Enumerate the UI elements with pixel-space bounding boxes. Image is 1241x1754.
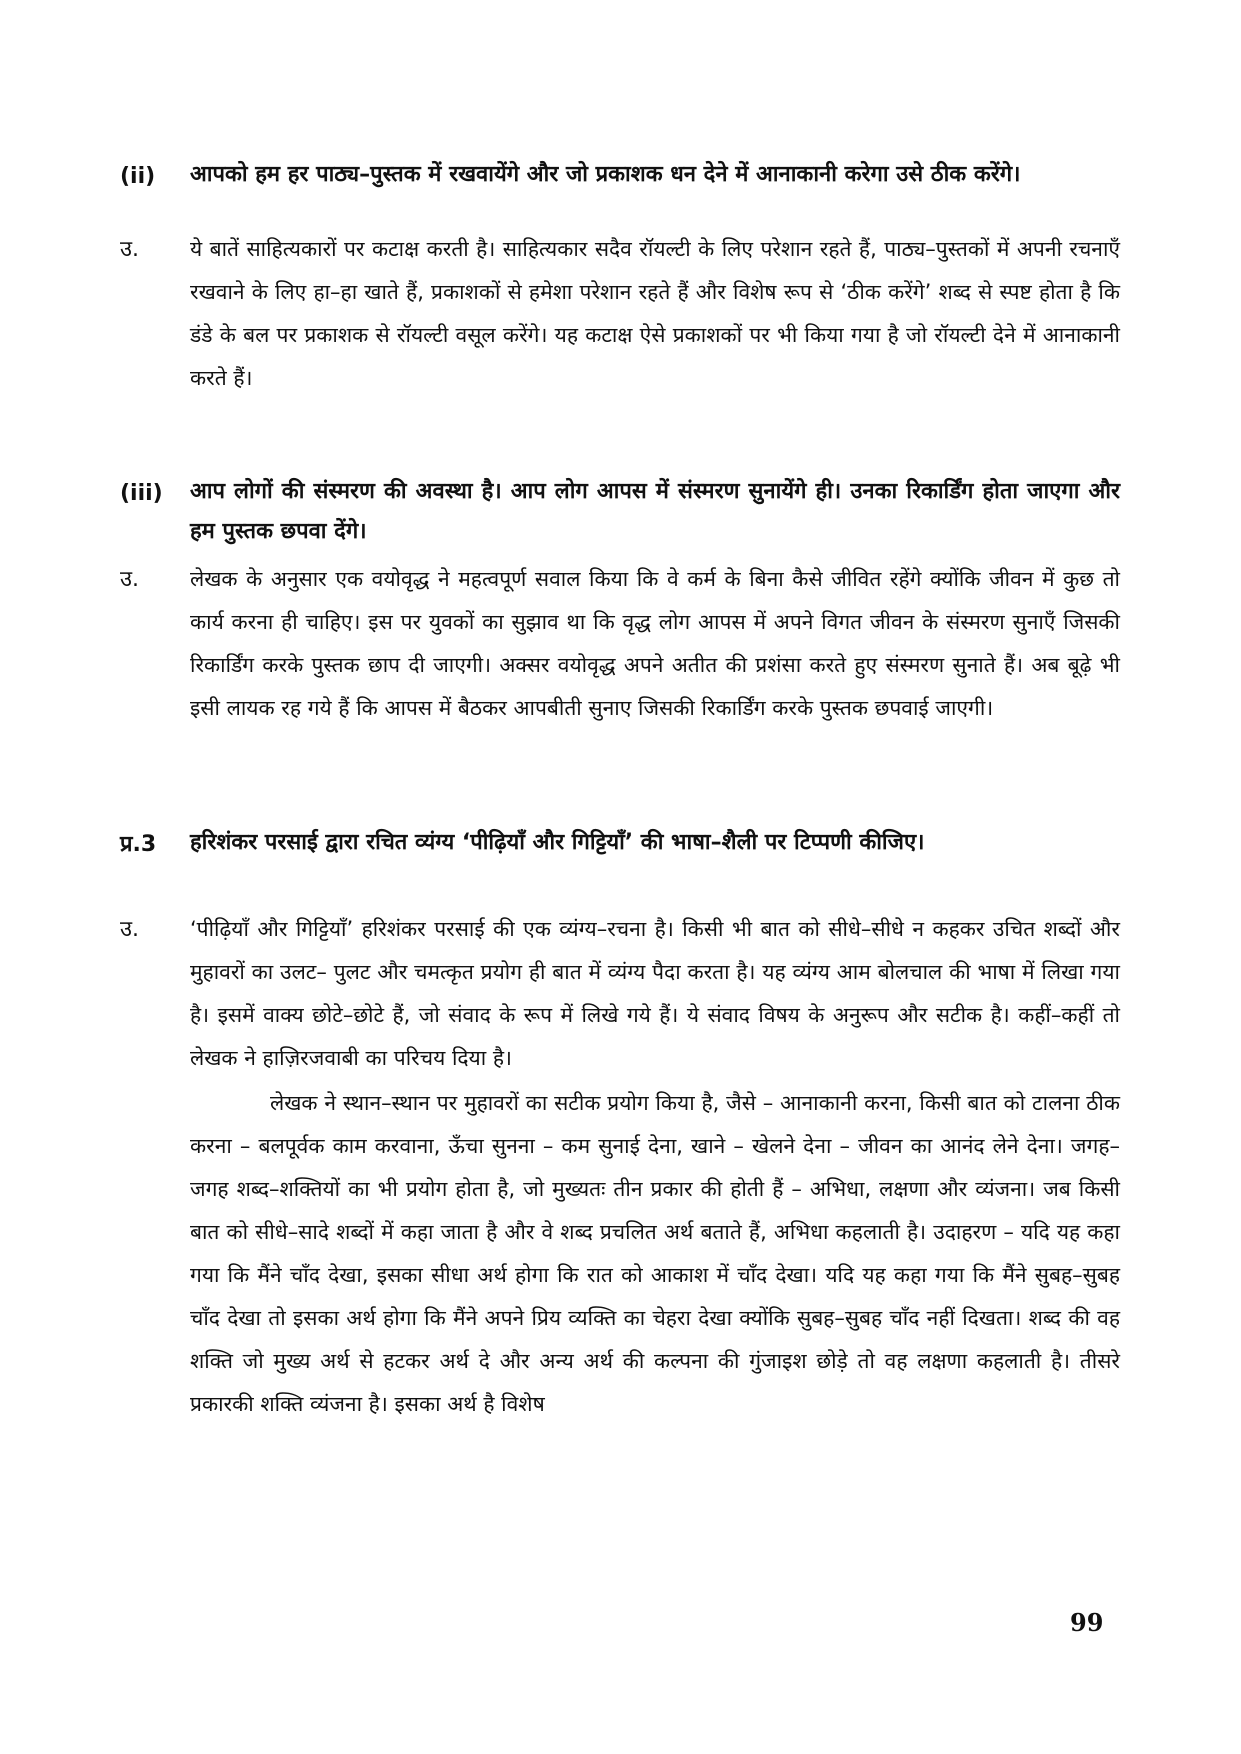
answer-text: ‘पीढ़ियाँ और गिट्टियाँ’ हरिशंकर परसाई की एक व्यंग्य–रचना है। किसी भी बात को सीधे–सीधे न कहकर उचित शब्दों और मुहावरों का उलट– पुलट और चमत्कृत प्रयोग ही बात में व्यंग्य पैदा करता है। यह व्यंग्य आम बोलचाल की भाषा में लिखा गया है। इसमें वाक्य छोटे–छोटे हैं, जो संवाद के रूप में लिखे गये हैं। ये संवाद विषय के अनुरूप और सटीक है। कहीं–कहीं तो लेखक ने हाज़िरजवाबी का परिचय दिया है। — [190, 917, 1120, 1070]
question-text: आपको हम हर पाठ्य–पुस्तक में रखवायेंगे और जो प्रकाशक धन देने में आनाकानी करेगा उसे ठीक करेंगे। — [190, 162, 1021, 187]
answer-continuation-paragraph: लेखक ने स्थान–स्थान पर मुहावरों का सटीक प्रयोग किया है, जैसे – आनाकानी करना, किसी बात को टालना ठीक करना – बलपूर्वक काम करवाना, ऊँचा सुनना – कम सुनाई देना, खाने – खेलने देना – जीवन का आनंद लेने देना। जगह–जगह शब्द–शक्तियों का भी प्रयोग होता है, जो मुख्यतः तीन प्रकार की होती हैं – अभिधा, लक्षणा और व्यंजना। जब किसी बात को सीधे–सादे शब्दों में कहा जाता है और वे शब्द प्रचलित अर्थ बताते हैं, अभिधा कहलाती है। उदाहरण – यदि यह कहा गया कि मैंने चाँद देखा, इसका सीधा अर्थ होगा कि रात को आकाश में चाँद देखा। यदि यह कहा गया कि मैंने सुबह–सुबह चाँद देखा तो इसका अर्थ होगा कि मैंने अपने प्रिय व्यक्ति का चेहरा देखा क्योंकि सुबह–सुबह चाँद नहीं दिखता। शब्द की वह शक्ति जो मुख्य अर्थ से हटकर अर्थ दे और अन्य अर्थ की कल्पना की गुंजाइश छोड़े तो वह लक्षणा कहलाती है। तीसरे प्रकारकी शक्ति व्यंजना है। इसका अर्थ है विशेष — [190, 1091, 1120, 1416]
answer-marker: उ. — [120, 567, 140, 592]
answer-marker: उ. — [120, 917, 140, 942]
page-number: 99 — [1070, 1608, 1104, 1637]
question-marker: प्र.3 — [120, 832, 157, 857]
answer-marker: उ. — [120, 237, 140, 262]
answer-iii — [120, 558, 1120, 730]
answer-text: लेखक के अनुसार एक वयोवृद्ध ने महत्वपूर्ण सवाल किया कि वे कर्म के बिना कैसे जीवित रहेंगे क्योंकि जीवन में कुछ तो कार्य करना ही चाहिए। इस पर युवकों का सुझाव था कि वृद्ध लोग आपस में अपने विगत जीवन के संस्मरण सुनाएँ जिसकी रिकार्डिंग करके पुस्तक छाप दी जाएगी। अक्सर वयोवृद्ध अपने अतीत की प्रशंसा करते हुए संस्मरण सुनाते हैं। अब बूढ़े भी इसी लायक रह गये हैं कि आपस में बैठकर आपबीती सुनाए जिसकी रिकार्डिंग करके पुस्तक छपवाई जाएगी। — [190, 567, 1120, 720]
question-text: आप लोगों की संस्मरण की अवस्था है। आप लोग आपस में संस्मरण सुनायेंगे ही। उनका रिकार्डिंग होता जाएगा और हम पुस्तक छपवा देंगे। — [190, 479, 1120, 544]
question-marker: (ii) — [120, 164, 156, 189]
question-3 — [120, 823, 1120, 866]
question-marker: (iii) — [120, 481, 163, 506]
answer-text: ये बातें साहित्यकारों पर कटाक्ष करती है। साहित्यकार सदैव रॉयल्टी के लिए परेशान रहते हैं, पाठ्य–पुस्तकों में अपनी रचनाएँ रखवाने के लिए हा–हा खाते हैं, प्रकाशकों से हमेशा परेशान रहते हैं और विशेष रूप से ‘ठीक करेंगे’ शब्द से स्पष्ट होता है कि डंडे के बल पर प्रकाशक से रॉयल्टी वसूल करेंगे। यह कटाक्ष ऐसे प्रकाशकों पर भी किया गया है जो रॉयल्टी देने में आनाकानी करते हैं। — [190, 237, 1120, 390]
question-iii — [120, 472, 1120, 552]
answer-ii — [120, 228, 1120, 400]
question-text: हरिशंकर परसाई द्वारा रचित व्यंग्य ‘पीढ़ियाँ और गिट्टियाँ’ की भाषा–शैली पर टिप्पणी कीजिए। — [190, 830, 925, 855]
question-ii — [120, 155, 1120, 198]
answer-3 — [120, 908, 1120, 1426]
